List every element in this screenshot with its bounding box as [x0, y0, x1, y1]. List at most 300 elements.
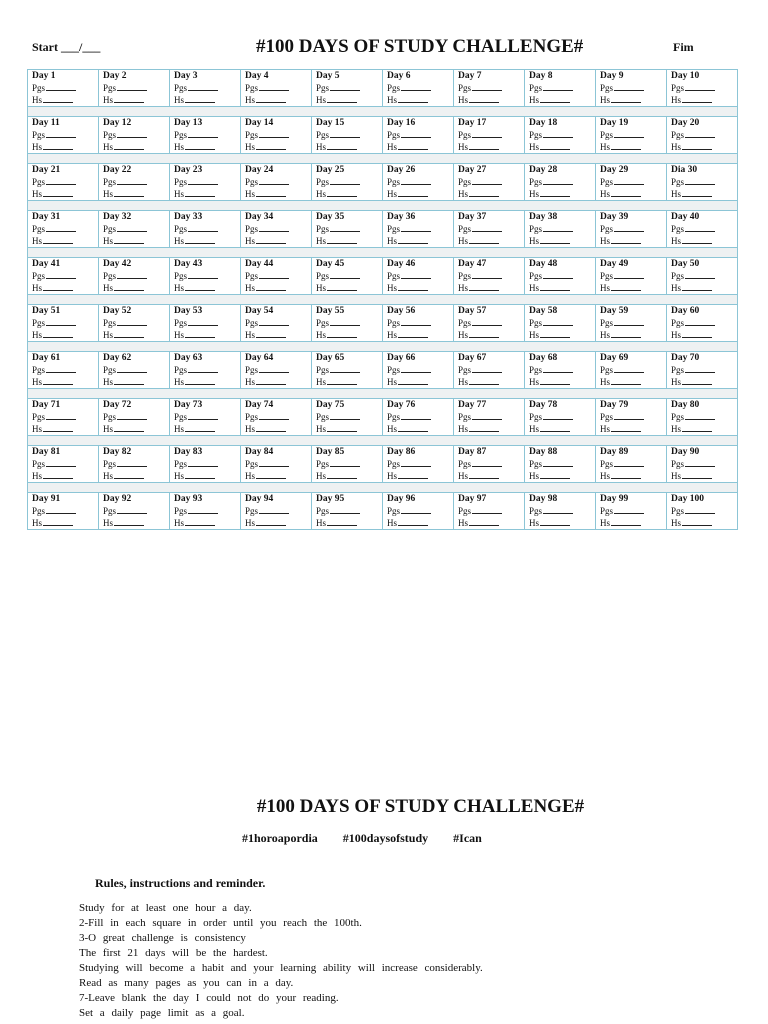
pages-field-blank[interactable]	[259, 270, 289, 279]
hours-field-blank[interactable]	[540, 94, 570, 103]
hours-field-blank[interactable]	[327, 470, 357, 479]
hours-field[interactable]	[316, 329, 382, 341]
pages-field[interactable]	[103, 129, 169, 141]
pages-field-blank[interactable]	[614, 223, 644, 232]
pages-field-blank[interactable]	[401, 458, 431, 467]
hours-field[interactable]	[600, 235, 666, 247]
day-cell[interactable]	[241, 493, 312, 530]
hours-field[interactable]	[103, 282, 169, 294]
day-cell[interactable]	[596, 446, 667, 483]
day-cell[interactable]	[170, 164, 241, 201]
pages-field[interactable]	[458, 317, 524, 329]
day-cell[interactable]	[99, 399, 170, 436]
hours-field[interactable]	[245, 376, 311, 388]
day-cell[interactable]	[28, 399, 99, 436]
day-cell[interactable]	[454, 446, 525, 483]
hours-field-blank[interactable]	[611, 235, 641, 244]
day-cell[interactable]	[383, 493, 454, 530]
pages-field-blank[interactable]	[472, 176, 502, 185]
pages-field-blank[interactable]	[117, 176, 147, 185]
day-cell[interactable]	[241, 399, 312, 436]
pages-field-blank[interactable]	[330, 129, 360, 138]
hours-field[interactable]	[245, 423, 311, 435]
day-cell[interactable]	[241, 117, 312, 154]
pages-field[interactable]	[32, 317, 98, 329]
day-cell[interactable]	[525, 446, 596, 483]
day-cell[interactable]	[383, 446, 454, 483]
pages-field-blank[interactable]	[685, 505, 715, 514]
pages-field[interactable]	[174, 364, 240, 376]
hours-field[interactable]	[387, 423, 453, 435]
hours-field[interactable]	[458, 470, 524, 482]
day-cell[interactable]	[99, 258, 170, 295]
hours-field[interactable]	[458, 235, 524, 247]
day-cell[interactable]	[667, 70, 738, 107]
pages-field-blank[interactable]	[472, 270, 502, 279]
hours-field-blank[interactable]	[469, 94, 499, 103]
day-cell[interactable]	[596, 258, 667, 295]
pages-field[interactable]	[316, 270, 382, 282]
day-cell[interactable]	[383, 164, 454, 201]
pages-field[interactable]	[600, 270, 666, 282]
hours-field[interactable]	[458, 188, 524, 200]
hours-field-blank[interactable]	[43, 376, 73, 385]
pages-field-blank[interactable]	[330, 270, 360, 279]
pages-field-blank[interactable]	[543, 317, 573, 326]
hours-field-blank[interactable]	[43, 423, 73, 432]
day-cell[interactable]	[525, 117, 596, 154]
hours-field-blank[interactable]	[611, 188, 641, 197]
hours-field[interactable]	[671, 235, 737, 247]
pages-field-blank[interactable]	[259, 458, 289, 467]
hours-field[interactable]	[174, 517, 240, 529]
pages-field[interactable]	[103, 458, 169, 470]
pages-field-blank[interactable]	[259, 223, 289, 232]
pages-field[interactable]	[671, 129, 737, 141]
hours-field[interactable]	[458, 376, 524, 388]
day-cell[interactable]	[28, 211, 99, 248]
day-cell[interactable]	[596, 70, 667, 107]
day-cell[interactable]	[454, 117, 525, 154]
pages-field[interactable]	[600, 364, 666, 376]
pages-field-blank[interactable]	[614, 129, 644, 138]
hours-field[interactable]	[458, 517, 524, 529]
hours-field[interactable]	[600, 94, 666, 106]
hours-field-blank[interactable]	[43, 235, 73, 244]
day-cell[interactable]	[383, 352, 454, 389]
hours-field[interactable]	[600, 423, 666, 435]
pages-field[interactable]	[245, 505, 311, 517]
day-cell[interactable]	[28, 305, 99, 342]
day-cell[interactable]	[383, 211, 454, 248]
pages-field[interactable]	[174, 176, 240, 188]
hours-field[interactable]	[529, 376, 595, 388]
pages-field[interactable]	[32, 176, 98, 188]
hours-field[interactable]	[458, 282, 524, 294]
pages-field-blank[interactable]	[543, 505, 573, 514]
hours-field-blank[interactable]	[398, 517, 428, 526]
hours-field[interactable]	[316, 423, 382, 435]
hours-field[interactable]	[600, 376, 666, 388]
hours-field[interactable]	[387, 517, 453, 529]
pages-field-blank[interactable]	[472, 223, 502, 232]
pages-field[interactable]	[600, 82, 666, 94]
hours-field-blank[interactable]	[114, 517, 144, 526]
pages-field[interactable]	[458, 458, 524, 470]
hours-field[interactable]	[174, 470, 240, 482]
hours-field-blank[interactable]	[682, 329, 712, 338]
hours-field-blank[interactable]	[114, 94, 144, 103]
pages-field[interactable]	[32, 411, 98, 423]
hours-field[interactable]	[671, 517, 737, 529]
hours-field-blank[interactable]	[256, 141, 286, 150]
pages-field[interactable]	[103, 505, 169, 517]
day-cell[interactable]	[596, 493, 667, 530]
hours-field-blank[interactable]	[682, 470, 712, 479]
hours-field[interactable]	[458, 94, 524, 106]
pages-field[interactable]	[671, 505, 737, 517]
pages-field-blank[interactable]	[330, 364, 360, 373]
pages-field-blank[interactable]	[401, 270, 431, 279]
hours-field-blank[interactable]	[256, 470, 286, 479]
hours-field[interactable]	[671, 329, 737, 341]
pages-field[interactable]	[387, 129, 453, 141]
hours-field[interactable]	[529, 94, 595, 106]
hours-field-blank[interactable]	[256, 329, 286, 338]
day-cell[interactable]	[454, 493, 525, 530]
pages-field[interactable]	[103, 411, 169, 423]
hours-field-blank[interactable]	[540, 141, 570, 150]
hours-field[interactable]	[316, 235, 382, 247]
pages-field[interactable]	[316, 364, 382, 376]
hours-field-blank[interactable]	[611, 329, 641, 338]
pages-field[interactable]	[174, 82, 240, 94]
hours-field[interactable]	[387, 94, 453, 106]
pages-field[interactable]	[671, 176, 737, 188]
day-cell[interactable]	[667, 493, 738, 530]
pages-field[interactable]	[529, 411, 595, 423]
pages-field-blank[interactable]	[259, 411, 289, 420]
pages-field-blank[interactable]	[188, 82, 218, 91]
day-cell[interactable]	[667, 399, 738, 436]
day-cell[interactable]	[312, 305, 383, 342]
pages-field[interactable]	[103, 176, 169, 188]
pages-field-blank[interactable]	[188, 129, 218, 138]
hours-field[interactable]	[387, 188, 453, 200]
pages-field-blank[interactable]	[330, 223, 360, 232]
hours-field-blank[interactable]	[682, 141, 712, 150]
day-cell[interactable]	[525, 70, 596, 107]
hours-field[interactable]	[32, 235, 98, 247]
pages-field-blank[interactable]	[46, 411, 76, 420]
day-cell[interactable]	[99, 352, 170, 389]
pages-field[interactable]	[32, 364, 98, 376]
hours-field[interactable]	[387, 235, 453, 247]
pages-field-blank[interactable]	[46, 223, 76, 232]
day-cell[interactable]	[596, 305, 667, 342]
hours-field[interactable]	[458, 141, 524, 153]
pages-field-blank[interactable]	[472, 411, 502, 420]
pages-field[interactable]	[174, 411, 240, 423]
pages-field-blank[interactable]	[543, 411, 573, 420]
pages-field[interactable]	[671, 364, 737, 376]
pages-field[interactable]	[245, 270, 311, 282]
pages-field-blank[interactable]	[259, 176, 289, 185]
hours-field-blank[interactable]	[682, 188, 712, 197]
pages-field-blank[interactable]	[401, 176, 431, 185]
day-cell[interactable]	[312, 258, 383, 295]
hours-field[interactable]	[316, 141, 382, 153]
hours-field-blank[interactable]	[398, 282, 428, 291]
day-cell[interactable]	[454, 399, 525, 436]
pages-field-blank[interactable]	[46, 364, 76, 373]
day-cell[interactable]	[596, 352, 667, 389]
pages-field[interactable]	[529, 223, 595, 235]
hours-field[interactable]	[174, 188, 240, 200]
pages-field-blank[interactable]	[401, 317, 431, 326]
hours-field-blank[interactable]	[469, 517, 499, 526]
pages-field-blank[interactable]	[330, 317, 360, 326]
day-cell[interactable]	[170, 70, 241, 107]
hours-field-blank[interactable]	[114, 470, 144, 479]
day-cell[interactable]	[28, 352, 99, 389]
hours-field[interactable]	[529, 188, 595, 200]
pages-field[interactable]	[458, 505, 524, 517]
hours-field[interactable]	[32, 423, 98, 435]
day-cell[interactable]	[312, 399, 383, 436]
pages-field[interactable]	[600, 176, 666, 188]
pages-field-blank[interactable]	[330, 411, 360, 420]
pages-field-blank[interactable]	[117, 223, 147, 232]
hours-field-blank[interactable]	[327, 423, 357, 432]
day-cell[interactable]	[525, 493, 596, 530]
hours-field-blank[interactable]	[256, 282, 286, 291]
hours-field-blank[interactable]	[43, 188, 73, 197]
pages-field[interactable]	[387, 411, 453, 423]
pages-field[interactable]	[600, 317, 666, 329]
hours-field[interactable]	[316, 376, 382, 388]
day-cell[interactable]	[383, 399, 454, 436]
hours-field[interactable]	[600, 188, 666, 200]
day-cell[interactable]	[454, 164, 525, 201]
hours-field[interactable]	[671, 470, 737, 482]
hours-field[interactable]	[600, 470, 666, 482]
day-cell[interactable]	[99, 117, 170, 154]
pages-field-blank[interactable]	[46, 317, 76, 326]
hours-field-blank[interactable]	[327, 376, 357, 385]
pages-field[interactable]	[245, 82, 311, 94]
pages-field-blank[interactable]	[117, 411, 147, 420]
hours-field-blank[interactable]	[185, 376, 215, 385]
pages-field-blank[interactable]	[472, 129, 502, 138]
hours-field-blank[interactable]	[611, 141, 641, 150]
pages-field-blank[interactable]	[685, 317, 715, 326]
pages-field[interactable]	[174, 505, 240, 517]
day-cell[interactable]	[28, 446, 99, 483]
hours-field-blank[interactable]	[256, 423, 286, 432]
day-cell[interactable]	[312, 446, 383, 483]
hours-field-blank[interactable]	[611, 94, 641, 103]
pages-field[interactable]	[387, 176, 453, 188]
day-cell[interactable]	[596, 211, 667, 248]
pages-field-blank[interactable]	[117, 458, 147, 467]
pages-field[interactable]	[387, 458, 453, 470]
pages-field[interactable]	[387, 270, 453, 282]
pages-field-blank[interactable]	[259, 364, 289, 373]
pages-field-blank[interactable]	[259, 505, 289, 514]
hours-field[interactable]	[387, 282, 453, 294]
pages-field[interactable]	[387, 364, 453, 376]
pages-field[interactable]	[529, 270, 595, 282]
day-cell[interactable]	[383, 305, 454, 342]
hours-field-blank[interactable]	[114, 235, 144, 244]
hours-field-blank[interactable]	[256, 376, 286, 385]
hours-field-blank[interactable]	[682, 94, 712, 103]
hours-field-blank[interactable]	[256, 517, 286, 526]
pages-field-blank[interactable]	[188, 364, 218, 373]
hours-field[interactable]	[174, 376, 240, 388]
pages-field[interactable]	[316, 129, 382, 141]
pages-field[interactable]	[316, 82, 382, 94]
hours-field[interactable]	[245, 470, 311, 482]
hours-field[interactable]	[103, 470, 169, 482]
pages-field[interactable]	[529, 176, 595, 188]
pages-field[interactable]	[32, 82, 98, 94]
hours-field-blank[interactable]	[611, 376, 641, 385]
hours-field[interactable]	[174, 423, 240, 435]
hours-field-blank[interactable]	[469, 141, 499, 150]
pages-field-blank[interactable]	[117, 317, 147, 326]
pages-field-blank[interactable]	[401, 223, 431, 232]
hours-field-blank[interactable]	[469, 188, 499, 197]
day-cell[interactable]	[241, 258, 312, 295]
pages-field-blank[interactable]	[401, 129, 431, 138]
hours-field-blank[interactable]	[43, 94, 73, 103]
hours-field[interactable]	[529, 423, 595, 435]
pages-field-blank[interactable]	[188, 458, 218, 467]
hours-field-blank[interactable]	[398, 329, 428, 338]
pages-field[interactable]	[174, 458, 240, 470]
hours-field-blank[interactable]	[682, 235, 712, 244]
pages-field[interactable]	[529, 317, 595, 329]
day-cell[interactable]	[241, 352, 312, 389]
hours-field-blank[interactable]	[327, 94, 357, 103]
hours-field-blank[interactable]	[114, 282, 144, 291]
hours-field[interactable]	[529, 282, 595, 294]
hours-field-blank[interactable]	[540, 423, 570, 432]
hours-field[interactable]	[529, 517, 595, 529]
hours-field-blank[interactable]	[469, 329, 499, 338]
day-cell[interactable]	[596, 399, 667, 436]
pages-field-blank[interactable]	[188, 176, 218, 185]
pages-field[interactable]	[103, 82, 169, 94]
hours-field[interactable]	[529, 141, 595, 153]
hours-field[interactable]	[103, 376, 169, 388]
pages-field[interactable]	[32, 505, 98, 517]
pages-field[interactable]	[316, 411, 382, 423]
hours-field[interactable]	[103, 188, 169, 200]
hours-field-blank[interactable]	[114, 376, 144, 385]
hours-field-blank[interactable]	[469, 282, 499, 291]
pages-field-blank[interactable]	[614, 458, 644, 467]
hours-field-blank[interactable]	[114, 329, 144, 338]
pages-field-blank[interactable]	[543, 129, 573, 138]
day-cell[interactable]	[525, 352, 596, 389]
pages-field-blank[interactable]	[46, 270, 76, 279]
pages-field[interactable]	[245, 317, 311, 329]
day-cell[interactable]	[312, 164, 383, 201]
hours-field[interactable]	[174, 329, 240, 341]
pages-field[interactable]	[316, 317, 382, 329]
day-cell[interactable]	[667, 305, 738, 342]
hours-field-blank[interactable]	[682, 517, 712, 526]
hours-field[interactable]	[32, 94, 98, 106]
hours-field-blank[interactable]	[540, 376, 570, 385]
pages-field[interactable]	[600, 411, 666, 423]
hours-field-blank[interactable]	[114, 423, 144, 432]
hours-field-blank[interactable]	[43, 141, 73, 150]
pages-field-blank[interactable]	[614, 364, 644, 373]
pages-field[interactable]	[529, 505, 595, 517]
day-cell[interactable]	[28, 258, 99, 295]
day-cell[interactable]	[312, 117, 383, 154]
pages-field-blank[interactable]	[330, 458, 360, 467]
pages-field-blank[interactable]	[472, 364, 502, 373]
pages-field-blank[interactable]	[259, 317, 289, 326]
pages-field[interactable]	[671, 317, 737, 329]
hours-field[interactable]	[600, 141, 666, 153]
pages-field-blank[interactable]	[330, 82, 360, 91]
day-cell[interactable]	[596, 164, 667, 201]
hours-field-blank[interactable]	[114, 188, 144, 197]
pages-field[interactable]	[387, 82, 453, 94]
pages-field-blank[interactable]	[46, 458, 76, 467]
pages-field-blank[interactable]	[543, 458, 573, 467]
hours-field[interactable]	[458, 423, 524, 435]
pages-field-blank[interactable]	[330, 176, 360, 185]
day-cell[interactable]	[667, 352, 738, 389]
hours-field-blank[interactable]	[327, 329, 357, 338]
hours-field[interactable]	[32, 282, 98, 294]
pages-field-blank[interactable]	[401, 411, 431, 420]
day-cell[interactable]	[170, 117, 241, 154]
pages-field-blank[interactable]	[614, 411, 644, 420]
hours-field-blank[interactable]	[398, 141, 428, 150]
pages-field[interactable]	[387, 317, 453, 329]
hours-field[interactable]	[245, 517, 311, 529]
hours-field[interactable]	[174, 282, 240, 294]
pages-field-blank[interactable]	[543, 223, 573, 232]
hours-field-blank[interactable]	[611, 470, 641, 479]
pages-field[interactable]	[245, 411, 311, 423]
pages-field[interactable]	[103, 364, 169, 376]
hours-field-blank[interactable]	[185, 423, 215, 432]
pages-field-blank[interactable]	[614, 317, 644, 326]
day-cell[interactable]	[241, 164, 312, 201]
day-cell[interactable]	[170, 305, 241, 342]
hours-field-blank[interactable]	[398, 376, 428, 385]
hours-field-blank[interactable]	[256, 94, 286, 103]
hours-field-blank[interactable]	[185, 282, 215, 291]
pages-field-blank[interactable]	[543, 364, 573, 373]
day-cell[interactable]	[525, 399, 596, 436]
hours-field-blank[interactable]	[682, 376, 712, 385]
pages-field[interactable]	[103, 223, 169, 235]
hours-field-blank[interactable]	[114, 141, 144, 150]
day-cell[interactable]	[596, 117, 667, 154]
pages-field-blank[interactable]	[614, 270, 644, 279]
hours-field-blank[interactable]	[540, 188, 570, 197]
